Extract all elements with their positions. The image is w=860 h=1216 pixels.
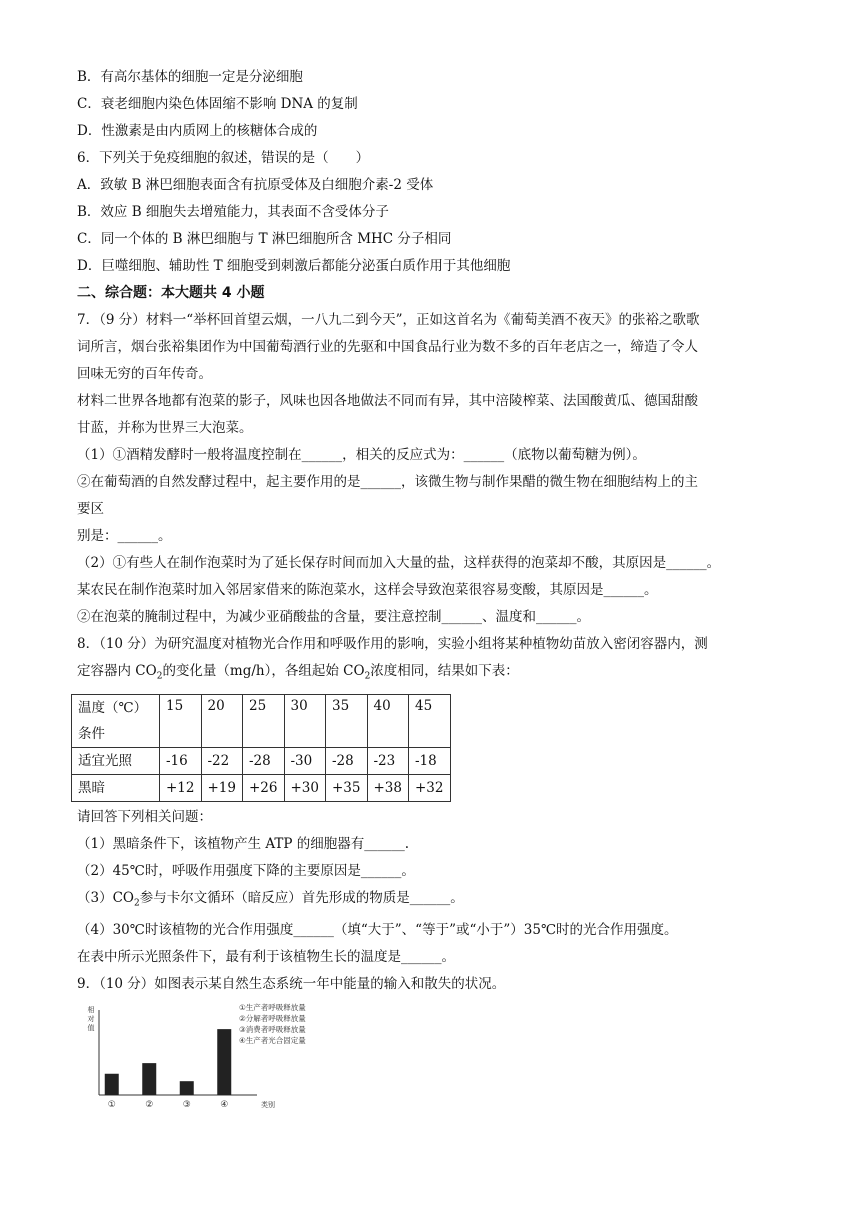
chart-axes [99,1010,257,1095]
option-a-q6: A．致敏 B 淋巴细胞表面含有抗原受体及白细胞介素-2 受体 [77,177,434,193]
legend-entry: ③消费者呼吸释放量 [239,1025,306,1034]
legend-entry: ④生产者光合固定量 [239,1036,306,1045]
value-cell: -16 [160,747,202,774]
subscript: 2 [364,671,371,682]
bar-4 [217,1029,231,1095]
chart-svg [77,1002,367,1122]
q8-prompt: 请回答下列相关问题： [77,808,212,825]
row-label: 适宜光照 [72,747,160,774]
x-axis-label: 类别 [261,1101,275,1109]
q8-intro-text: 的变化量（mg/h），各组起始 CO [162,663,365,679]
table-row [72,774,451,801]
subscript: 2 [134,898,140,909]
question-7 [77,307,777,631]
bar-3 [180,1081,194,1095]
option-b-q6: B．效应 B 细胞失去增殖能力，其表面不含受体分子 [77,204,389,220]
value-cell: +38 [367,774,409,801]
q8-sub3-text: 参与卡尔文循环（暗反应）首先形成的物质是______。 [139,889,464,906]
value-cell: -30 [284,747,326,774]
q8-sub2: （2）45℃时，呼吸作用强度下降的主要原因是______。 [77,862,415,879]
temp-cell: 25 [243,694,285,747]
q8-intro-text: 浓度相同，结果如下表： [370,663,519,679]
x-tick-label: ① [107,1100,116,1110]
q7-line: （1）①酒精发酵时一般将温度控制在______，相关的反应式为：______（底物以葡萄糖为例）。 [77,447,646,463]
option-d-q6: D．巨噬细胞、辅助性 T 细胞受到刺激后都能分泌蛋白质作用于其他细胞 [77,258,511,274]
q7-line: 别是：______。 [77,528,172,544]
q7-line: 甘蓝，并称为世界三大泡菜。 [77,420,253,436]
question-9-stem: 9．（10 分）如图表示某自然生态系统一年中能量的输入和散失的状况。 [77,976,506,993]
q7-line: ②在泡菜的腌制过程中，为减少亚硝酸盐的含量，要注意控制______、温度和______。 [77,609,590,625]
x-tick-label: ④ [220,1100,229,1110]
temp-cell: 30 [284,694,326,747]
option-d-q5: D．性激素是由内质网上的核糖体合成的 [77,123,318,139]
subscript: 2 [156,671,163,682]
value-cell: +35 [326,774,368,801]
q8-intro-1: 8．（10 分）为研究温度对植物光合作用和呼吸作用的影响，实验小组将某种植物幼苗放入密闭容器内，测 [77,636,708,652]
q7-line: ②在葡萄酒的自然发酵过程中，起主要作用的是______，该微生物与制作果醋的微生物在细胞结构上的主 [77,474,698,490]
x-tick-label: ② [145,1100,154,1110]
temp-cell: 20 [201,694,243,747]
value-cell: -28 [243,747,285,774]
table-corner-cell [72,694,160,747]
q8-sub3-text: （3）CO [77,889,134,906]
chart-legend [239,1002,306,1045]
row-label: 黑暗 [72,774,160,801]
value-cell: -18 [409,747,451,774]
value-cell: +32 [409,774,451,801]
q7-line: 回味无穷的百年传奇。 [77,366,212,382]
q7-line: （2）①有些人在制作泡菜时为了延长保存时间而加入大量的盐，这样获得的泡菜却不酸，其原因是______。 [77,555,721,571]
bar-2 [142,1063,156,1095]
question-6-stem: 6．下列关于免疫细胞的叙述，错误的是（ ） [77,150,370,166]
q7-line: 7．（9 分）材料一“举杯回首望云烟，一八九二到今天”，正如这首名为《葡萄美酒不夜天》的张裕之歌歌 [77,312,700,328]
question-8 [77,631,777,971]
temp-cell: 15 [160,694,202,747]
value-cell: +30 [284,774,326,801]
temp-cell: 45 [409,694,451,747]
q8-sub3 [77,885,777,918]
value-cell: -22 [201,747,243,774]
y-axis-label-char: 值 [87,1024,95,1032]
option-c-q6: C．同一个体的 B 淋巴细胞与 T 淋巴细胞所含 MHC 分子相同 [77,231,452,247]
value-cell: -23 [367,747,409,774]
temp-cell: 35 [326,694,368,747]
q8-intro-text: 定容器内 CO [77,663,157,679]
q8-sub4: （4）30℃时该植物的光合作用强度______（填“大于”、“等于”或“小于”）35℃时的光合作用强度。 [77,922,678,939]
q8-intro-2 [77,658,777,691]
chart-bars [105,1029,232,1095]
value-cell: +12 [160,774,202,801]
bar-1 [105,1074,119,1095]
energy-bar-chart [77,1002,367,1122]
legend-entry: ①生产者呼吸释放量 [239,1003,306,1012]
q8-sub5: 在表中所示光照条件下，最有利于该植物生长的温度是______。 [77,949,455,966]
table-row [72,747,451,774]
y-axis-label-char: 相 [87,1006,95,1014]
q7-line: 要区 [77,501,104,517]
q7-line: 词所言，烟台张裕集团作为中国葡萄酒行业的先驱和中国食品行业为数不多的百年老店之一，缔造了令人 [77,339,698,355]
document-page [77,64,777,998]
corner-top: 温度（℃） [78,699,148,716]
value-cell: -28 [326,747,368,774]
table-header-row [72,694,451,747]
y-axis-label-char: 对 [87,1015,95,1023]
section-heading: 二、综合题：本大题共 4 小题 [77,285,265,301]
q7-line: 材料二世界各地都有泡菜的影子，风味也因各地做法不同而有异，其中涪陵榨菜、法国酸黄瓜、德国甜酸 [77,393,698,409]
value-cell: +26 [243,774,285,801]
legend-entry: ②分解者呼吸释放量 [239,1014,306,1023]
option-c-q5: C．衰老细胞内染色体固缩不影响 DNA 的复制 [77,96,358,112]
co2-table [71,694,451,802]
q7-line: 某农民在制作泡菜时加入邻居家借来的陈泡菜水，这样会导致泡菜很容易变酸，其原因是______。 [77,582,658,598]
temp-cell: 40 [367,694,409,747]
option-b-q5: B．有高尔基体的细胞一定是分泌细胞 [77,69,303,85]
value-cell: +19 [201,774,243,801]
corner-bottom: 条件 [78,725,105,742]
x-tick-label: ③ [182,1100,191,1110]
question-block-options [77,64,777,280]
q8-sub1: （1）黑暗条件下，该植物产生 ATP 的细胞器有______. [77,835,410,852]
